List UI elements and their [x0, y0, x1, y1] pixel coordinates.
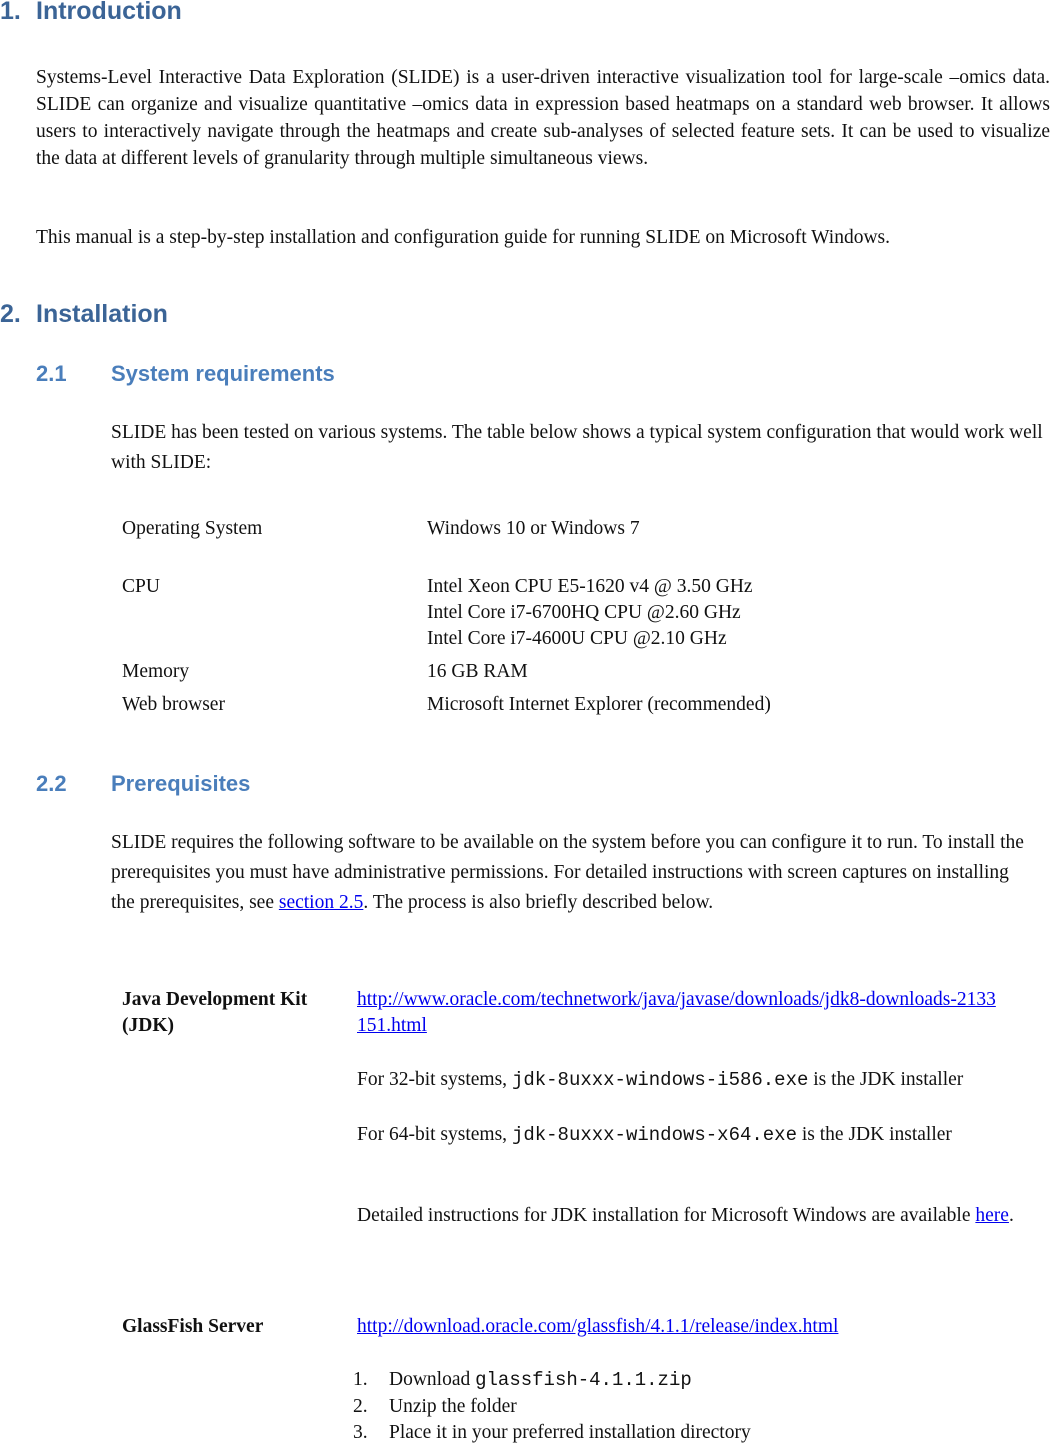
heading-title: Prerequisites: [111, 771, 251, 796]
heading-title: Introduction: [36, 0, 182, 25]
heading-number: 2.1: [36, 361, 67, 386]
heading-title: System requirements: [111, 361, 335, 386]
glassfish-filename: glassfish-4.1.1.zip: [475, 1369, 692, 1391]
heading-prerequisites: [36, 771, 250, 797]
jdk-32-text: For 32-bit systems,: [357, 1069, 512, 1090]
table-row-value: Intel Xeon CPU E5-1620 v4 @ 3.50 GHz: [427, 576, 753, 597]
glassfish-download-link[interactable]: http://download.oracle.com/glassfish/4.1.1/release/index.html: [357, 1316, 839, 1337]
jdk-32-filename: jdk-8uxxx-windows-i586.exe: [511, 1069, 809, 1091]
glassfish-link-container: [357, 1314, 838, 1340]
jdk-64bit-line: [357, 1122, 1037, 1148]
heading-number: 2.2: [36, 771, 67, 796]
intro-paragraph-1: Systems-Level Interactive Data Exploration (SLIDE) is a user-driven interactive visualization tool for large-scale –omics data. SLIDE can organize and visualize quantitative –omics data in expression based heatmaps on a standard web browser. It allows users to interactively navigate through the heatmaps and create sub-analyses of selected feature sets. It can be used to visualize the data at different levels of granularity through multiple simultaneous views.: [36, 67, 1050, 169]
sysreq-paragraph: SLIDE has been tested on various systems. The table below shows a typical system configuration that would work well with SLIDE:: [111, 422, 1043, 473]
heading-number: 2.: [0, 300, 21, 328]
prereq-paragraph: [111, 828, 1036, 918]
table-row-label: Memory: [122, 661, 190, 682]
list-item: [353, 1420, 751, 1446]
list-number: 3.: [353, 1422, 368, 1443]
list-number: 1.: [353, 1369, 368, 1390]
table-row-value: 16 GB RAM: [427, 661, 528, 682]
jdk-label: Java Development Kit (JDK): [122, 989, 308, 1036]
heading-introduction: [0, 0, 182, 26]
section-link[interactable]: section 2.5: [278, 892, 364, 913]
jdk-64-filename: jdk-8uxxx-windows-x64.exe: [511, 1124, 797, 1146]
jdk-32bit-line: [357, 1067, 1037, 1093]
heading-system-requirements: [36, 361, 335, 387]
list-item: [353, 1367, 692, 1393]
table-row-label: Web browser: [122, 694, 225, 715]
jdk-detail-end: .: [1008, 1205, 1014, 1226]
jdk-64-text: For 64-bit systems,: [357, 1124, 512, 1145]
jdk-detail-text: Detailed instructions for JDK installation for Microsoft Windows are available: [357, 1205, 976, 1226]
glassfish-label: GlassFish Server: [122, 1316, 264, 1337]
step-text: Unzip the folder: [389, 1396, 517, 1417]
list-item: [353, 1394, 517, 1420]
table-row-label: CPU: [122, 576, 160, 597]
jdk-here-link[interactable]: here: [975, 1205, 1009, 1226]
table-row-value: Intel Core i7-4600U CPU @2.10 GHz: [427, 628, 727, 649]
jdk-64-text-end: is the JDK installer: [796, 1124, 952, 1145]
jdk-32-text-end: is the JDK installer: [808, 1069, 964, 1090]
list-number: 2.: [353, 1396, 368, 1417]
jdk-link-container: [357, 987, 997, 1039]
heading-number: 1.: [0, 0, 21, 25]
heading-title: Installation: [36, 300, 168, 328]
jdk-detail-line: [357, 1203, 1017, 1229]
step-text: Download: [389, 1369, 476, 1390]
prereq-text-end: . The process is also briefly described below.: [363, 892, 714, 913]
table-row-value: Microsoft Internet Explorer (recommended): [427, 694, 771, 715]
table-row-value: Intel Core i7-6700HQ CPU @2.60 GHz: [427, 602, 741, 623]
table-row-value: Windows 10 or Windows 7: [427, 518, 640, 539]
intro-paragraph-2: This manual is a step-by-step installation and configuration guide for running SLIDE on Microsoft Windows.: [36, 227, 891, 248]
table-row-label: Operating System: [122, 518, 263, 539]
step-text: Place it in your preferred installation directory: [389, 1422, 751, 1443]
heading-installation: [0, 300, 168, 329]
prereq-text: SLIDE requires the following software to be available on the system before you can configure it to run. To install the prerequisites you must have administrative permissions. For detailed instructions with screen captures on installing the prerequisites, see: [111, 832, 1024, 913]
jdk-download-link[interactable]: http://www.oracle.com/technetwork/java/javase/downloads/jdk8-downloads-2133151.html: [357, 989, 996, 1036]
